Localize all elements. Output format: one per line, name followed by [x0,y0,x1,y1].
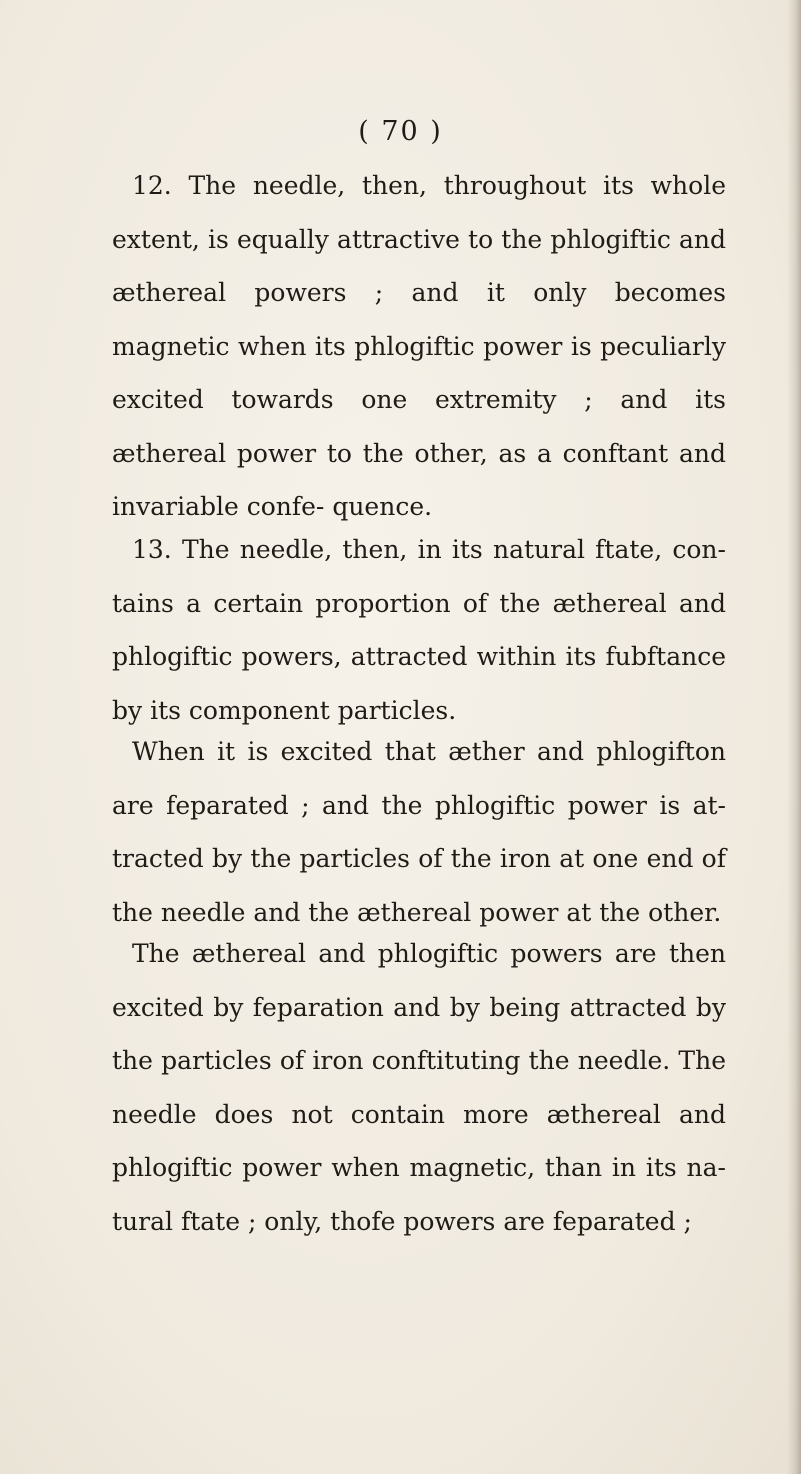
paragraph-text: 12. The needle, then, throughout its whole extent, is equally attractive to the phlogiftic and æthereal powers ; and it only becomes magnetic when its phlogiftic power is peculiarly excited towards one extremity ; and its æthereal power to the other, as a conftant and invariable confe- quence. [112,171,726,521]
paragraph-text: When it is excited that æther and phlogifton are feparated ; and the phlogiftic power is at- tracted by the particles of the iron at one end of the needle and the æthereal power at the other. [112,737,726,927]
paragraph-when-excited [112,725,726,939]
page-edge-shadow [787,0,801,1474]
paragraph-12 [112,159,726,534]
paragraph-13 [112,523,726,737]
page-number: ( 70 ) [358,116,443,147]
paragraph-text: The æthereal and phlogiftic powers are then excited by feparation and by being attracted by the particles of iron conftituting the needle. The needle does not contain more æthereal and phlogiftic power when magnetic, than in its na- tural ftate ; only, thofe powers are feparated ; [112,939,726,1236]
paragraph-text: 13. The needle, then, in its natural ftate, con- tains a certain proportion of the æthereal and phlogiftic powers, attracted within its fubftance by its component particles. [112,535,726,725]
paragraph-aethereal-powers [112,927,726,1248]
